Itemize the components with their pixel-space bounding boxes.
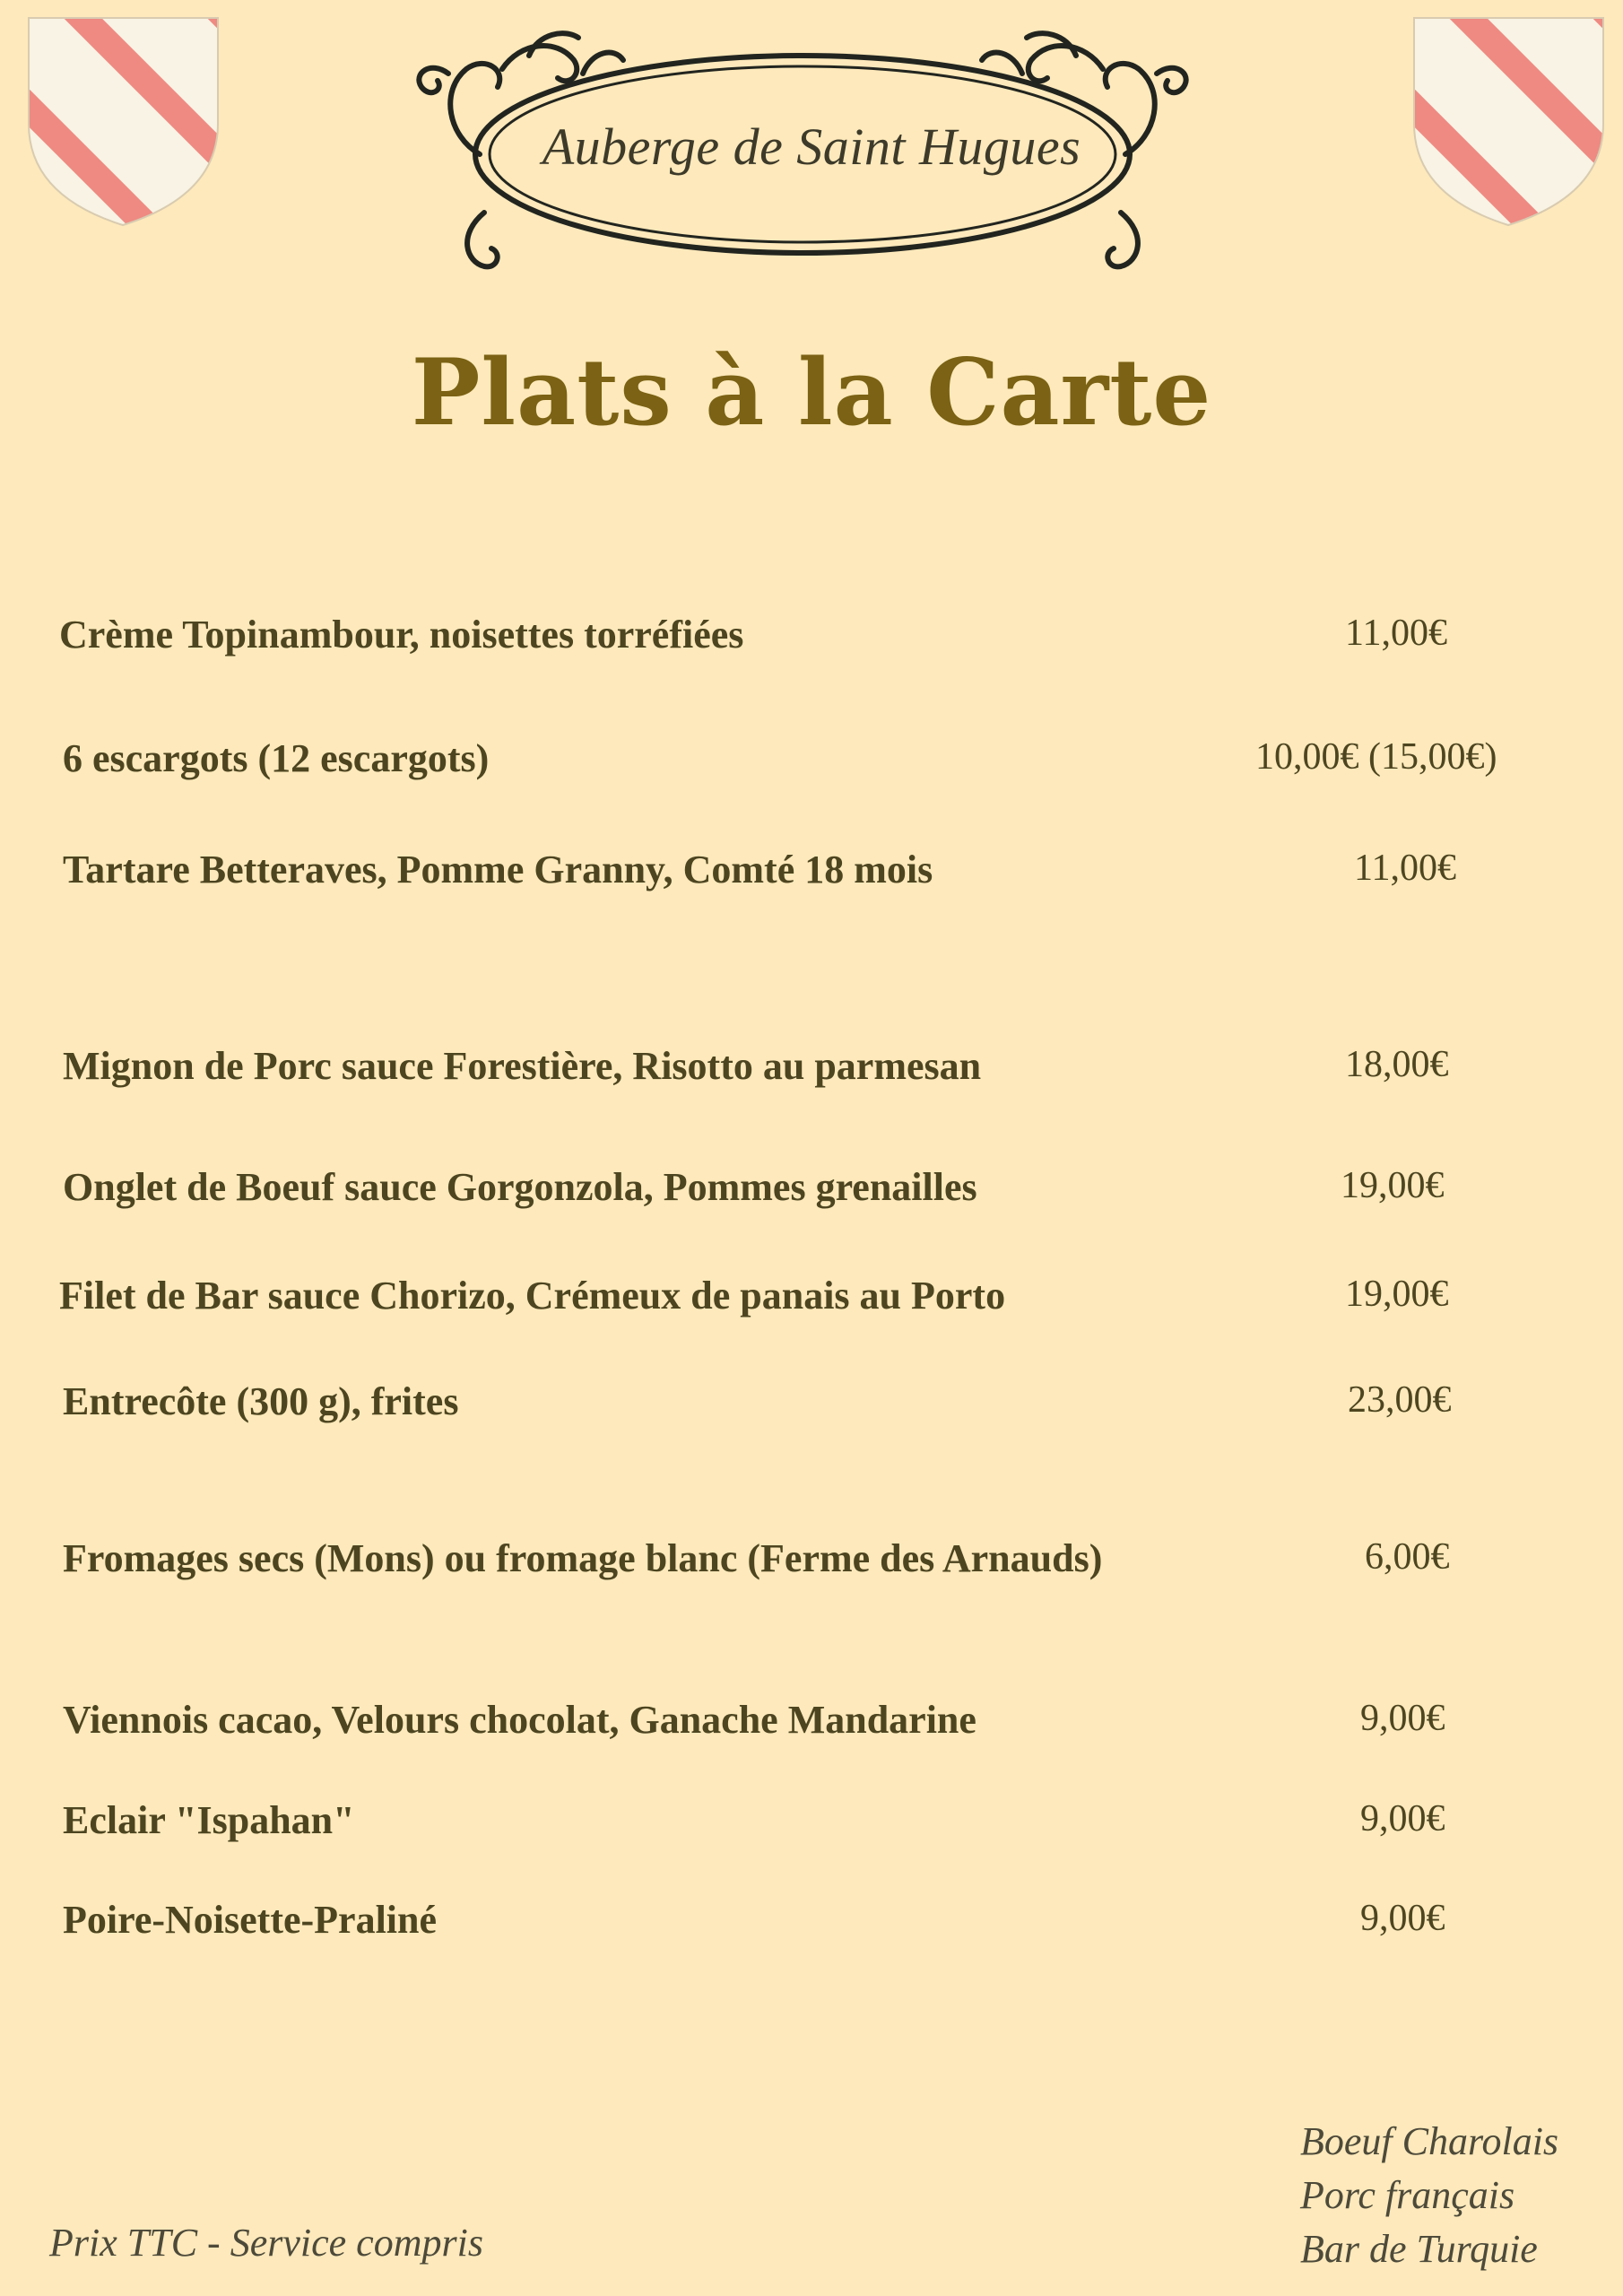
menu-item-name: Viennois cacao, Velours chocolat, Ganache Mandarine (63, 1698, 976, 1742)
menu-item-name: Entrecôte (300 g), frites (63, 1379, 459, 1423)
menu-item-price: 19,00€ (1345, 1274, 1449, 1315)
origin-item: Bar de Turquie (1300, 2227, 1538, 2271)
menu-item-price: 11,00€ (1345, 613, 1447, 654)
menu-item-price: 9,00€ (1360, 1798, 1445, 1839)
heraldic-shield-icon (27, 16, 220, 227)
menu-item-name: Crème Topinambour, noisettes torréfiées (59, 613, 744, 657)
menu-item-name: 6 escargots (12 escargots) (63, 736, 490, 780)
menu-item-price: 18,00€ (1345, 1044, 1449, 1085)
price-note: Prix TTC - Service compris (49, 2221, 483, 2265)
menu-item-price: 19,00€ (1341, 1165, 1445, 1206)
menu-item-name: Filet de Bar sauce Chorizo, Crémeux de panais au Porto (59, 1274, 1006, 1318)
menu-item-price: 23,00€ (1348, 1379, 1452, 1421)
menu-item-price: 11,00€ (1354, 848, 1456, 889)
menu-item-price: 9,00€ (1360, 1898, 1445, 1939)
menu-item-name: Mignon de Porc sauce Forestière, Risotto au parmesan (63, 1044, 982, 1088)
menu-item-name: Eclair "Ispahan" (63, 1798, 355, 1842)
menu-item-price: 9,00€ (1360, 1698, 1445, 1739)
heraldic-shield-icon (1412, 16, 1605, 227)
menu-item-name: Onglet de Boeuf sauce Gorgonzola, Pommes grenailles (63, 1165, 977, 1209)
restaurant-name: Auberge de Saint Hugues (542, 117, 1081, 176)
menu-item-name: Tartare Betteraves, Pomme Granny, Comté 18 mois (63, 848, 933, 891)
menu-item-price: 10,00€ (15,00€) (1255, 736, 1497, 778)
origin-item: Porc français (1300, 2173, 1515, 2217)
origin-list (1300, 2115, 1558, 2276)
menu-item-name: Fromages secs (Mons) ou fromage blanc (Ferme des Arnauds) (63, 1536, 1103, 1580)
menu-item-price: 6,00€ (1365, 1536, 1450, 1578)
origin-item: Boeuf Charolais (1300, 2119, 1559, 2163)
menu-item-name: Poire-Noisette-Praliné (63, 1898, 438, 1942)
page-title: Plats à la Carte (411, 339, 1212, 447)
